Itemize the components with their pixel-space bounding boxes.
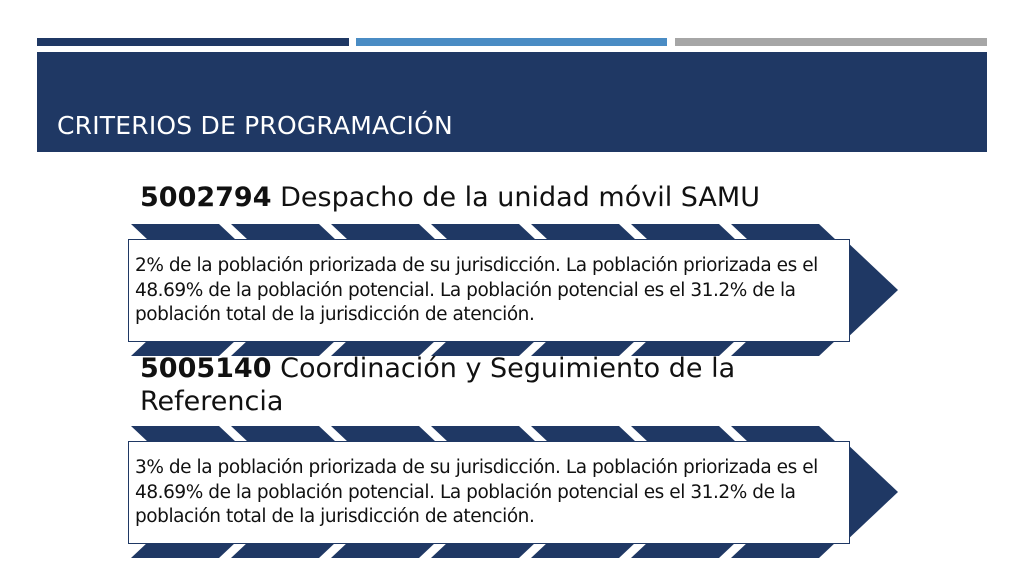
section-heading: [140, 352, 780, 418]
section-heading: [140, 181, 780, 214]
chevron-tab-top: [731, 224, 836, 240]
accent-stripe-blue: [356, 38, 667, 46]
chevron-tab-bottom: [131, 542, 236, 558]
chevron-tab-bottom: [731, 542, 836, 558]
section-name: Despacho de la unidad móvil SAMU: [271, 182, 760, 213]
chevron-tab-top: [231, 224, 336, 240]
chevron-tab-top: [331, 426, 436, 442]
chevron-tab-top: [431, 426, 536, 442]
chevron-tab-top: [531, 224, 636, 240]
chevron-arrow-tip: [845, 240, 898, 340]
chevron-tab-top: [631, 426, 736, 442]
chevron-arrow-tip: [845, 442, 898, 542]
accent-stripe-gray: [675, 38, 987, 46]
chevron-tab-top: [231, 426, 336, 442]
chevron-tab-top: [131, 426, 236, 442]
chevron-tab-bottom: [531, 542, 636, 558]
slide-title: CRITERIOS DE PROGRAMACIÓN: [57, 111, 453, 140]
chevron-tab-top: [131, 224, 236, 240]
section-code: 5005140: [140, 353, 272, 384]
chevron-tab-top: [631, 224, 736, 240]
chevron-tab-top: [731, 426, 836, 442]
accent-stripe-navy: [37, 38, 349, 46]
chevron-tab-bottom: [631, 542, 736, 558]
chevron-tab-bottom: [331, 542, 436, 558]
chevron-tab-top: [531, 426, 636, 442]
criteria-text-box: 2% de la población priorizada de su jurisdicción. La población priorizada es el 48.69% de la población potencial. La población potencial es el 31.2% de la población total de la jurisdicción de atención.: [128, 239, 850, 342]
criteria-text-box: 3% de la población priorizada de su jurisdicción. La población priorizada es el 48.69% de la población potencial. La población potencial es el 31.2% de la población total de la jurisdicción de atención.: [128, 441, 850, 544]
title-band: [37, 52, 987, 152]
chevron-tab-top: [431, 224, 536, 240]
chevron-tab-bottom: [431, 542, 536, 558]
section-name: Coordinación y Seguimiento de la Referencia: [140, 353, 736, 417]
chevron-tab-top: [331, 224, 436, 240]
section-code: 5002794: [140, 182, 272, 213]
chevron-tab-bottom: [231, 542, 336, 558]
